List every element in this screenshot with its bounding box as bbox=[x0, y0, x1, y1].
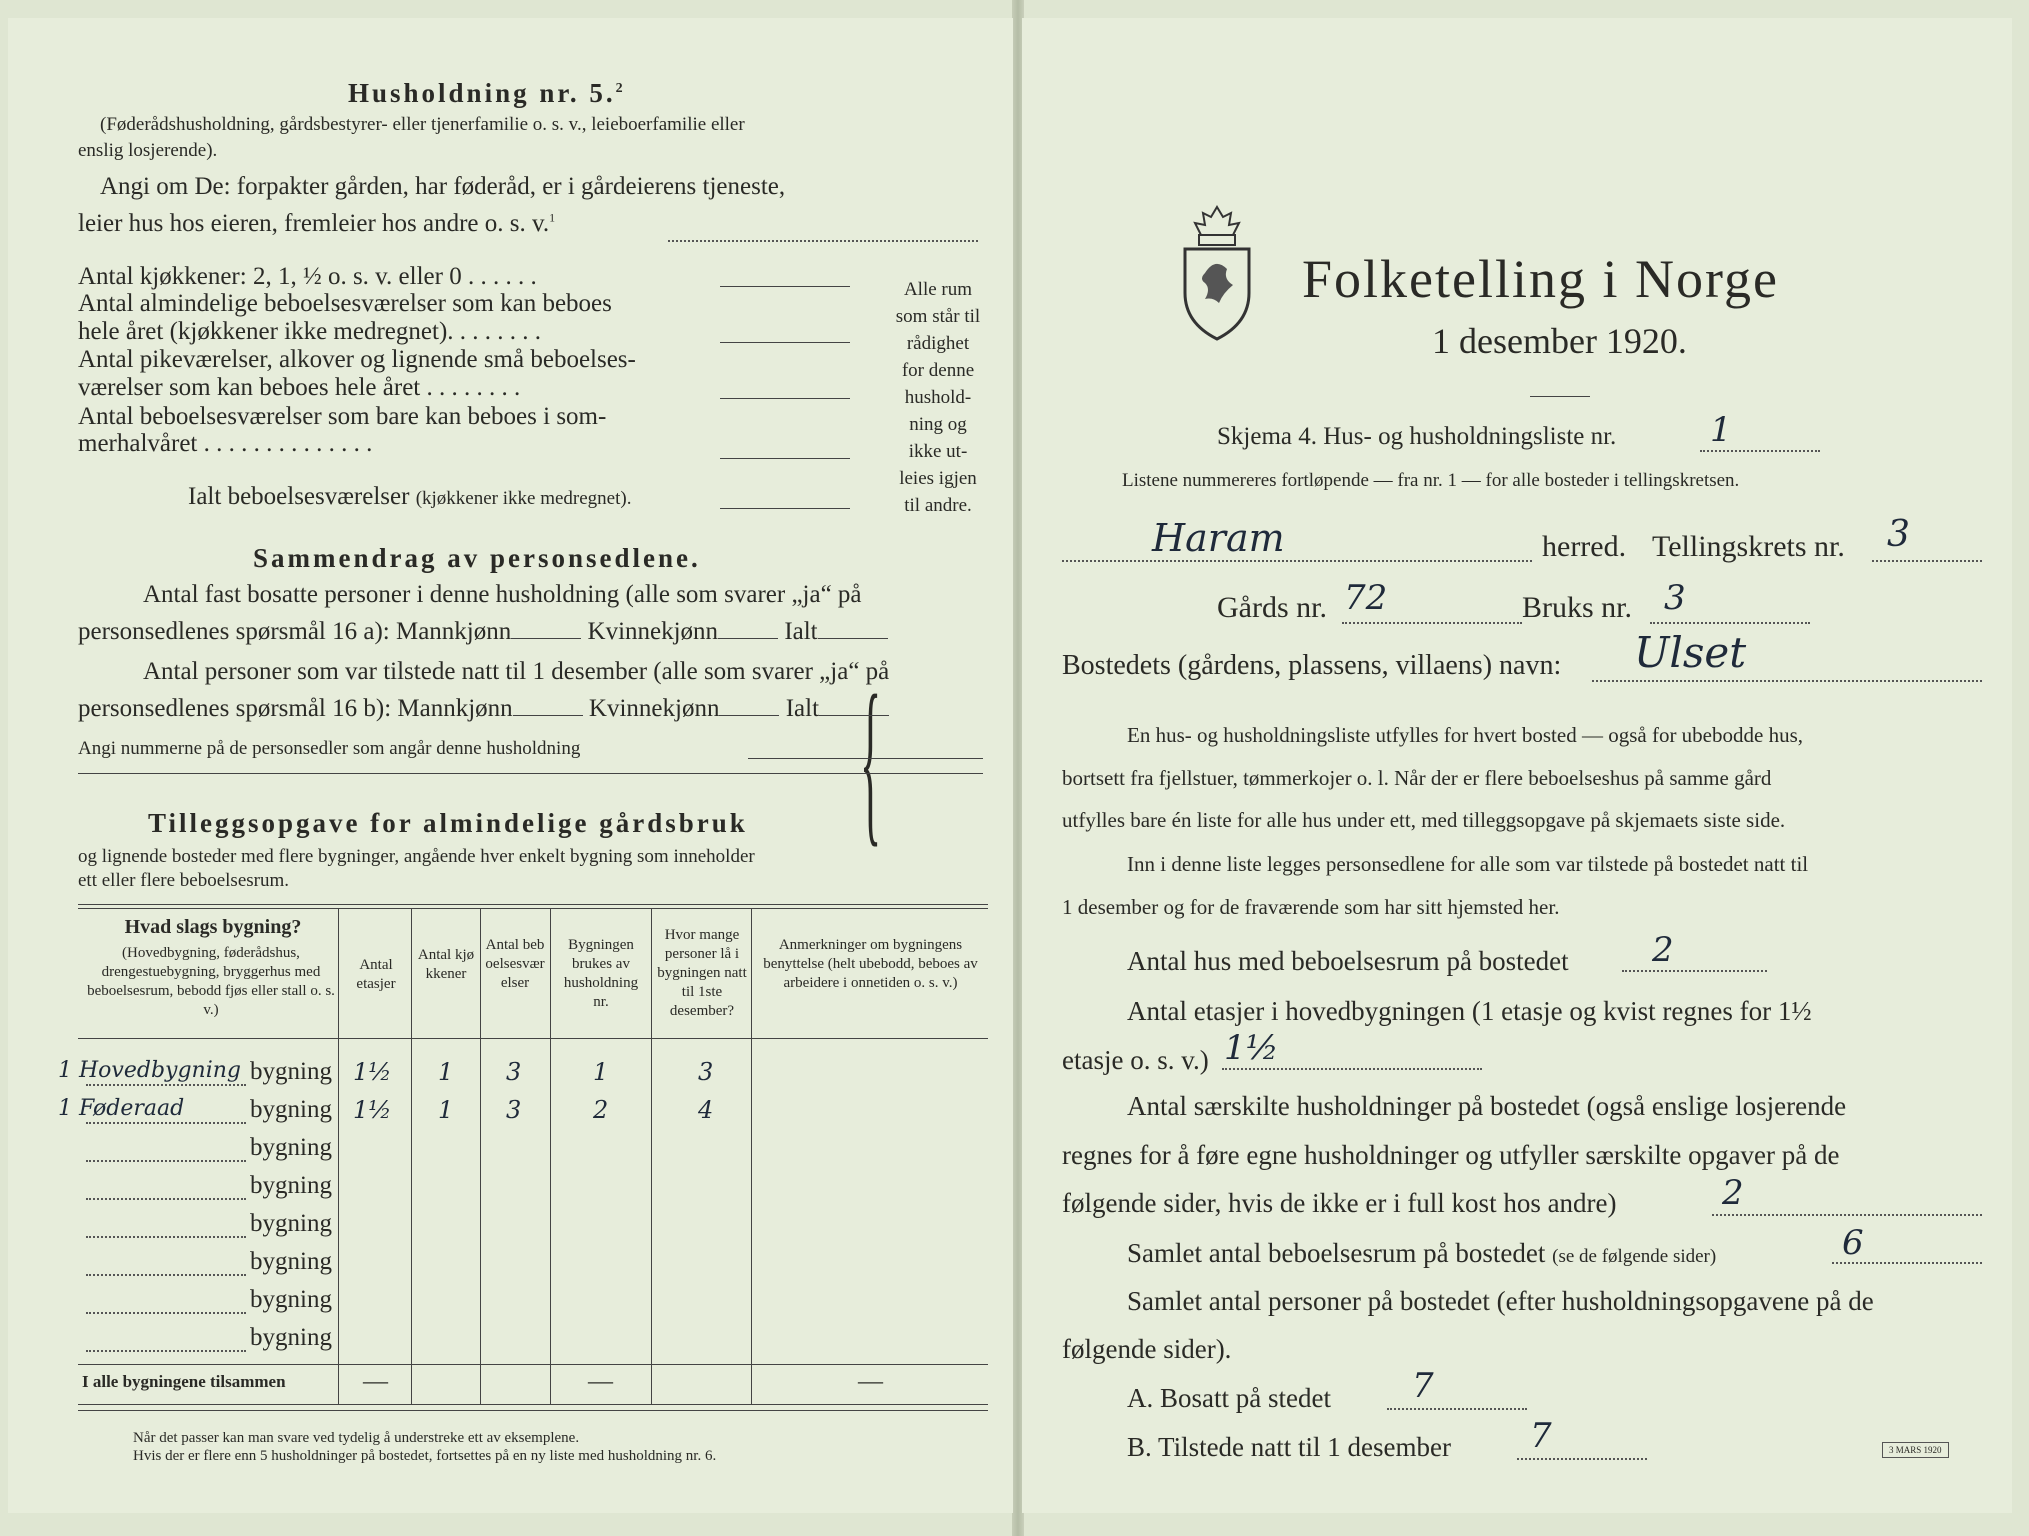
a-floors: 1½ bbox=[1224, 1028, 1279, 1068]
summary-line-2: personsedlenes spørsmål 16 a): Mannkjønn Kvinnekjønn Ialt bbox=[78, 618, 888, 646]
col-household: Bygningen brukes av husholdning nr. bbox=[563, 937, 639, 1010]
row-persons: 3 bbox=[698, 1058, 714, 1086]
rooms-total: Ialt beboelsesværelser (kjøkkener ikke medregnet). bbox=[188, 483, 632, 510]
brace-note: Alle rum som står til rådighet for denne hushold- ning og ikke ut- leies igjen til andre. bbox=[895, 279, 981, 516]
bosted-label: Bostedets (gårdens, plassens, villaens) navn: bbox=[1062, 650, 1562, 681]
q-floors-2: etasje o. s. v.) bbox=[1062, 1045, 1209, 1075]
household-intro-1: (Føderådshusholdning, gårdsbestyrer- eller tjenerfamilie o. s. v., leieboerfamilie eller bbox=[100, 114, 745, 135]
row-building-name: 1 Føderaad bbox=[58, 1096, 185, 1121]
angi-line-1: Angi om De: forpakter gården, har føderåd, er i gårdeierens tjeneste, bbox=[100, 173, 786, 200]
q-persons-1: Samlet antal personer på bostedet (efter husholdningsopgavene på de bbox=[1127, 1286, 1874, 1316]
q-persons-2: følgende sider). bbox=[1062, 1334, 1232, 1364]
row-building-word: bygning bbox=[250, 1172, 332, 1199]
instruction-1: En hus- og husholdningsliste utfylles for hvert bosted — også for ubebodde hus, bbox=[1127, 723, 1803, 747]
row-household: 2 bbox=[593, 1096, 609, 1124]
summary-line-1: Antal fast bosatte personer i denne husholdning (alle som svarer „ja“ på bbox=[143, 581, 862, 608]
farm-intro-2: ett eller flere beboelsesrum. bbox=[78, 870, 290, 891]
instruction-5: 1 desember og for de fraværende som har sitt hjemsted her. bbox=[1062, 895, 1560, 919]
farm-intro-1: og lignende bosteder med flere bygninger, angående hver enkelt bygning som inneholder bbox=[78, 846, 755, 867]
row-persons: 4 bbox=[698, 1096, 714, 1124]
q-rooms: Samlet antal beboelsesrum på bostedet (se de følgende sider) bbox=[1127, 1238, 1717, 1268]
rooms-kitchens: Antal kjøkkener: 2, 1, ½ o. s. v. eller 0 . . . . . . bbox=[78, 263, 537, 290]
skjema-number: 1 bbox=[1710, 410, 1732, 450]
total-floors: — bbox=[363, 1368, 388, 1395]
row-building-word: bygning bbox=[250, 1096, 332, 1123]
q-households-3: følgende sider, hvis de ikke er i full kost hos andre) bbox=[1062, 1188, 1617, 1218]
rooms-summer-1: Antal beboelsesværelser som bare kan beboes i som- bbox=[78, 403, 607, 430]
row-kitchens: 1 bbox=[438, 1058, 454, 1086]
row-building-word: bygning bbox=[250, 1210, 332, 1237]
col-floors: Antal etasjer bbox=[356, 957, 396, 992]
summary-title: Sammendrag av personsedlene. bbox=[253, 543, 701, 573]
numbering-note: Listene nummereres fortløpende — fra nr. 1 — for alle bosteder i tellingskretsen. bbox=[1122, 470, 1740, 491]
a-resident-label: A. Bosatt på stedet bbox=[1127, 1383, 1331, 1413]
q-households-2: regnes for å føre egne husholdninger og utfyller særskilte opgaver på de bbox=[1062, 1140, 1840, 1170]
herred-label: herred. bbox=[1542, 530, 1627, 563]
census-title: Folketelling i Norge bbox=[1302, 249, 1779, 309]
row-floors: 1½ bbox=[353, 1058, 392, 1086]
a-households: 2 bbox=[1722, 1173, 1744, 1213]
coat-of-arms-icon bbox=[1177, 203, 1257, 348]
printer-stamp: 3 MARS 1920 bbox=[1882, 1442, 1949, 1458]
col-kitchens: Antal kjøkkener bbox=[417, 947, 475, 982]
col-building-type-note: (Hovedbygning, føderådshus, drengestuebygning, bryggerhus med beboelsesrum, bebodd fjøs eller stall o. s. v.) bbox=[87, 945, 335, 1018]
a-houses: 2 bbox=[1652, 930, 1674, 970]
a-rooms: 6 bbox=[1842, 1223, 1864, 1263]
summary-line-3: Antal personer som var tilstede natt til 1 desember (alle som svarer „ja“ på bbox=[143, 658, 890, 685]
rooms-ordinary-1: Antal almindelige beboelsesværelser som kan beboes bbox=[78, 290, 612, 317]
summary-numbers: Angi nummerne på de personsedler som angår denne husholdning bbox=[78, 738, 581, 759]
krets-value: 3 bbox=[1887, 514, 1910, 555]
row-building-word: bygning bbox=[250, 1324, 332, 1351]
gards-label: Gårds nr. bbox=[1217, 591, 1327, 624]
total-label: I alle bygningene tilsammen bbox=[82, 1372, 286, 1391]
col-remarks: Anmerkninger om bygningens benyttelse (helt ubebodd, beboes av arbeidere i onnetiden o. s. v.) bbox=[763, 937, 978, 991]
q-floors-1: Antal etasjer i hovedbygningen (1 etasje og kvist regnes for 1½ bbox=[1127, 996, 1812, 1026]
col-rooms: Antal beboelsesværelser bbox=[485, 937, 545, 991]
col-persons: Hvor mange personer lå i bygningen natt til 1ste desember? bbox=[657, 927, 747, 1019]
total-remarks: — bbox=[858, 1368, 883, 1395]
row-building-name: 1 Hovedbygning bbox=[58, 1058, 242, 1083]
rooms-ordinary-2: hele året (kjøkkener ikke medregnet). . . . . . . . bbox=[78, 318, 542, 345]
bruks-value: 3 bbox=[1664, 578, 1686, 618]
household-title: Husholdning nr. 5.$^2$ bbox=[348, 78, 626, 108]
row-building-word: bygning bbox=[250, 1058, 332, 1085]
census-date: 1 desember 1920. bbox=[1432, 321, 1687, 361]
row-kitchens: 1 bbox=[438, 1096, 454, 1124]
col-building-type: Hvad slags bygning? bbox=[124, 916, 302, 938]
bruks-label: Bruks nr. bbox=[1522, 591, 1633, 624]
row-floors: 1½ bbox=[353, 1096, 392, 1124]
total-household: — bbox=[588, 1368, 613, 1395]
instruction-2: bortsett fra fjellstuer, tømmerkojer o. l. Når der er flere beboelseshus på samme gård bbox=[1062, 766, 1772, 790]
herred-value: Haram bbox=[1152, 516, 1285, 560]
q-houses: Antal hus med beboelsesrum på bostedet bbox=[1127, 946, 1569, 976]
row-household: 1 bbox=[593, 1058, 609, 1086]
rooms-summer-2: merhalvåret . . . . . . . . . . . . . . bbox=[78, 430, 373, 457]
gards-value: 72 bbox=[1344, 578, 1388, 618]
row-building-word: bygning bbox=[250, 1134, 332, 1161]
instruction-4: Inn i denne liste legges personsedlene for alle som var tilstede på bostedet natt til bbox=[1127, 852, 1809, 876]
farm-title: Tilleggsopgave for almindelige gårdsbruk bbox=[148, 808, 748, 838]
krets-label: Tellingskrets nr. bbox=[1652, 530, 1845, 563]
instruction-3: utfylles bare én liste for alle hus under ett, med tilleggsopgave på skjemaets siste side. bbox=[1062, 808, 1786, 832]
summary-line-4: personsedlenes spørsmål 16 b): Mannkjønn Kvinnekjønn Ialt bbox=[78, 695, 889, 723]
skjema-label: Skjema 4. Hus- og husholdningsliste nr. bbox=[1217, 423, 1617, 450]
angi-line-2: leier hus hos eieren, fremleier hos andre o. s. v.$^1$ bbox=[78, 210, 556, 237]
footnote-2: Hvis der er flere enn 5 husholdninger på bostedet, fortsettes på en ny liste med husholdning nr. 6. bbox=[133, 1448, 717, 1464]
a-resident-value: 7 bbox=[1412, 1366, 1434, 1406]
row-building-word: bygning bbox=[250, 1248, 332, 1275]
right-page bbox=[1022, 18, 2012, 1513]
b-present-label: B. Tilstede natt til 1 desember bbox=[1127, 1432, 1451, 1462]
row-building-word: bygning bbox=[250, 1286, 332, 1313]
left-page bbox=[8, 18, 1013, 1513]
bosted-value: Ulset bbox=[1634, 628, 1747, 677]
footnote-1: Når det passer kan man svare ved tydelig å understreke ett av eksemplene. bbox=[133, 1430, 580, 1446]
row-rooms: 3 bbox=[506, 1058, 522, 1086]
brace: { bbox=[860, 658, 882, 864]
q-households-1: Antal særskilte husholdninger på bostedet (også enslige losjerende bbox=[1127, 1091, 1847, 1121]
household-intro-2: enslig losjerende). bbox=[78, 140, 218, 161]
b-present-value: 7 bbox=[1530, 1416, 1552, 1456]
row-rooms: 3 bbox=[506, 1096, 522, 1124]
rooms-small-2: værelser som kan beboes hele året . . . . . . . . bbox=[78, 374, 521, 401]
rooms-small-1: Antal pikeværelser, alkover og lignende små beboelses- bbox=[78, 346, 636, 373]
